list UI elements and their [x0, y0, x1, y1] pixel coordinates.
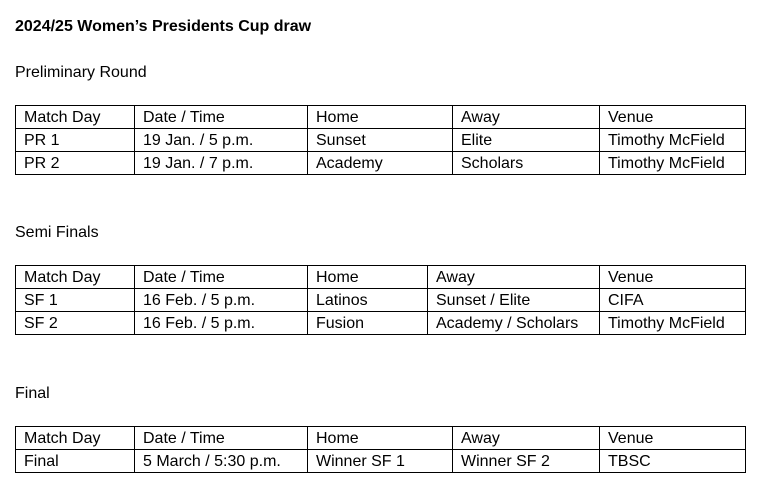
document-title: 2024/25 Women’s Presidents Cup draw [15, 18, 312, 35]
column-header-date-time: Date / Time [135, 266, 308, 289]
column-header-away: Away [428, 266, 600, 289]
venue-cell: Timothy McField [600, 312, 746, 335]
table-header-row [16, 427, 746, 450]
preliminary-round-table [15, 105, 746, 175]
home-cell: Latinos [308, 289, 428, 312]
column-header-home: Home [308, 266, 428, 289]
date-time-cell: 19 Jan. / 7 p.m. [135, 152, 308, 175]
column-header-match-day: Match Day [16, 266, 135, 289]
venue-cell: Timothy McField [600, 129, 746, 152]
away-cell: Scholars [453, 152, 600, 175]
table-row [16, 450, 746, 473]
column-header-match-day: Match Day [16, 427, 135, 450]
column-header-match-day: Match Day [16, 106, 135, 129]
column-header-date-time: Date / Time [135, 106, 308, 129]
match-day-cell: PR 1 [16, 129, 135, 152]
column-header-home: Home [308, 427, 453, 450]
home-cell: Sunset [308, 129, 453, 152]
venue-cell: TBSC [600, 450, 746, 473]
date-time-cell: 19 Jan. / 5 p.m. [135, 129, 308, 152]
away-cell: Winner SF 2 [453, 450, 600, 473]
date-time-cell: 5 March / 5:30 p.m. [135, 450, 308, 473]
venue-cell: Timothy McField [600, 152, 746, 175]
table-row [16, 152, 746, 175]
column-header-date-time: Date / Time [135, 427, 308, 450]
table-header-row [16, 266, 746, 289]
column-header-venue: Venue [600, 427, 746, 450]
away-cell: Sunset / Elite [428, 289, 600, 312]
column-header-away: Away [453, 106, 600, 129]
away-cell: Academy / Scholars [428, 312, 600, 335]
venue-cell: CIFA [600, 289, 746, 312]
date-time-cell: 16 Feb. / 5 p.m. [135, 289, 308, 312]
section-heading-final: Final [15, 385, 50, 402]
date-time-cell: 16 Feb. / 5 p.m. [135, 312, 308, 335]
table-row [16, 312, 746, 335]
table-row [16, 129, 746, 152]
home-cell: Winner SF 1 [308, 450, 453, 473]
column-header-home: Home [308, 106, 453, 129]
home-cell: Academy [308, 152, 453, 175]
column-header-venue: Venue [600, 106, 746, 129]
semi-finals-table [15, 265, 746, 335]
section-heading-semi-finals: Semi Finals [15, 224, 99, 241]
column-header-away: Away [453, 427, 600, 450]
away-cell: Elite [453, 129, 600, 152]
home-cell: Fusion [308, 312, 428, 335]
match-day-cell: SF 1 [16, 289, 135, 312]
match-day-cell: PR 2 [16, 152, 135, 175]
final-table [15, 426, 746, 473]
table-header-row [16, 106, 746, 129]
match-day-cell: Final [16, 450, 135, 473]
column-header-venue: Venue [600, 266, 746, 289]
section-heading-preliminary-round: Preliminary Round [15, 64, 147, 81]
table-row [16, 289, 746, 312]
match-day-cell: SF 2 [16, 312, 135, 335]
